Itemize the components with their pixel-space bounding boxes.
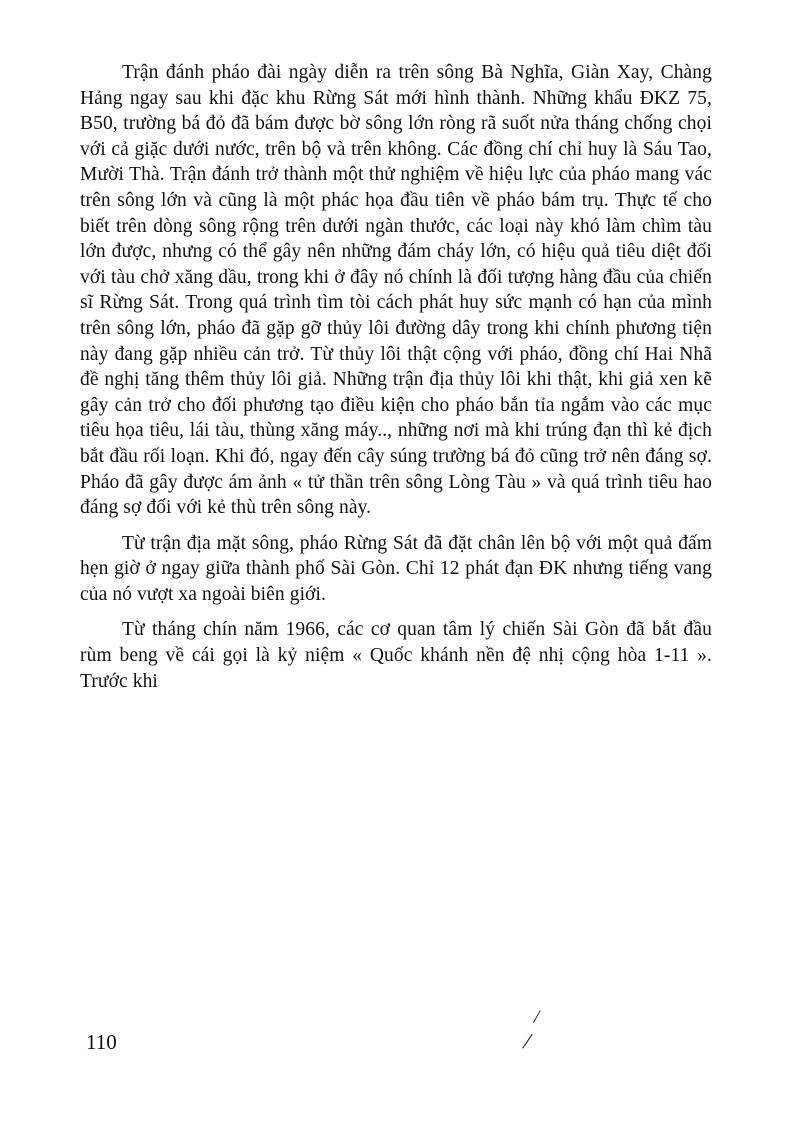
pencil-mark-icon: / xyxy=(520,1028,534,1056)
paragraph-1: Trận đánh pháo đài ngày diễn ra trên sông Bà Nghĩa, Giàn Xay, Chàng Hảng ngay sau khi đặc khu Rừng Sát mới hình thành. Những khẩu ĐKZ 75, B50, trường bá đỏ đã bám được bờ sông lớn ròng rã suốt nửa tháng chống chọi với cả giặc dưới nước, trên bộ và trên không. Các đồng chí chỉ huy là Sáu Tao, Mười Thà. Trận đánh trở thành một thử nghiệm về hiệu lực của pháo mang vác trên sông lớn và cũng là một phác họa đầu tiên về pháo bám trụ. Thực tế cho biết trên dòng sông rộng trên dưới ngàn thước, các loại này khó làm chìm tàu lớn được, nhưng có thể gây nên những đám cháy lớn, có hiệu quả tiêu diệt đối với tàu chở xăng dầu, trong khi ở đây nó chính là đối tượng hàng đầu của chiến sĩ Rừng Sát. Trong quá trình tìm tòi cách phát huy sức mạnh có hạn của mình trên sông lớn, pháo đã gặp gỡ thủy lôi đường dây trong khi chính phương tiện này đang gặp nhiều cản trở. Từ thủy lôi thật cộng với pháo, đồng chí Hai Nhã đề nghị tăng thêm thủy lôi giả. Những trận địa thủy lôi khi thật, khi giả xen kẽ gây cản trở cho đối phương tạo điều kiện cho pháo bắn tỉa ngắm vào các mục tiêu họa tiêu, lái tàu, thùng xăng máy.., những nơi mà khi trúng đạn thì kẻ địch bắt đầu rối loạn. Khi đó, ngay đến cây súng trường bá đỏ cũng trở nên đáng sợ. Pháo đã gây được ám ảnh « tử thần trên sông Lòng Tàu » và quá trình tiêu hao đáng sợ đối với kẻ thù trên sông này. xyxy=(80,62,712,519)
paragraph-2: Từ trận địa mặt sông, pháo Rừng Sát đã đặt chân lên bộ với một quả đấm hẹn giờ ở ngay giữa thành phố Sài Gòn. Chỉ 12 phát đạn ĐK nhưng tiếng vang của nó vượt xa ngoài biên giới. xyxy=(80,532,712,605)
page-number: 110 xyxy=(86,1030,117,1054)
body-text xyxy=(80,60,712,694)
paragraph-3: Từ tháng chín năm 1966, các cơ quan tâm lý chiến Sài Gòn đã bắt đầu rùm beng về cái gọi là kỷ niệm « Quốc khánh nền đệ nhị cộng hòa 1-11 ». Trước khi xyxy=(80,619,712,692)
pencil-mark-icon: / xyxy=(532,1005,542,1029)
